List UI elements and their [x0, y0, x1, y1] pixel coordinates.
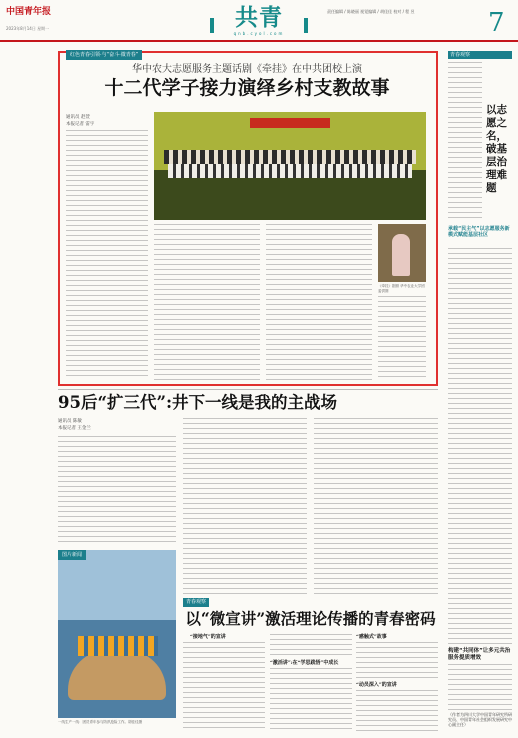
- story3-headline: 以“微宣讲”激活理论传播的青春密码: [185, 609, 436, 628]
- editor-credits: 责任编辑 / 陈晓丽 视觉编辑 / 胡佳佳 校对 / 程 昱: [327, 9, 415, 14]
- story3-col-3: [356, 642, 438, 680]
- photo-workers: [78, 636, 158, 656]
- section-divider: [58, 389, 438, 390]
- page-title-english: qnb.cyol.com: [233, 31, 285, 36]
- story3-col-1: [183, 642, 265, 732]
- feature-body-col-2: [154, 224, 260, 380]
- feature-subtitle: 华中农大志愿服务主题话剧《牵挂》在中共团校上演: [132, 64, 362, 75]
- story2-byline: 通讯员 陈敏 本报记者 王金兰: [58, 419, 91, 431]
- story2-col-2: [183, 418, 307, 594]
- performer-figure: [392, 234, 410, 276]
- top-rule: [0, 40, 518, 42]
- rail-bottom-headline: 构建“共同体”让多元共治服务提质增效: [448, 648, 511, 661]
- rail-author-note: （作者为四川大学中国青年研究所研究员、中国青年社会组织发展研究中心副主任）: [448, 712, 512, 727]
- performer-photo: [378, 224, 426, 282]
- flood-photo-caption: 一线生产一线：团员青年参与防汛抢险工作。胡佳佳摄: [58, 720, 142, 724]
- stage-banner: [250, 118, 330, 128]
- story3-section-2: “激活讲”:在“学思践悟”中成长: [270, 660, 339, 666]
- stage-photo: [154, 112, 426, 220]
- story3-section-3: “感触式”故事: [356, 634, 387, 640]
- story3-section-1: “接地气”的宣讲: [190, 634, 226, 640]
- rail-headline: 以志愿之名，破基层治理难题: [486, 104, 507, 194]
- flood-photo: [58, 550, 176, 718]
- feature-headline: 十二代学子接力演绎乡村支教故事: [104, 77, 390, 99]
- rail-body-bottom: [448, 664, 512, 710]
- dateline: 2023年8月14日 星期一: [6, 26, 50, 31]
- newspaper-logo: 中国青年报: [6, 7, 52, 17]
- story3-col-2-top: [270, 634, 352, 658]
- story3-section-4: “动员深入”的宣讲: [356, 682, 397, 688]
- story2-col-3: [314, 418, 438, 594]
- feature-body-col-1: [66, 130, 148, 380]
- rail-body: [448, 248, 512, 644]
- photo-news-kicker: 图片新闻: [58, 550, 86, 560]
- feature-byline: 通讯员 赵萱 本报记者 雷宇: [66, 115, 95, 127]
- feature-body-col-3: [266, 224, 372, 380]
- story3-col-4: [356, 690, 438, 732]
- feature-kicker: 红色青春引领·与“奋斗·微青春”: [66, 50, 142, 60]
- story3-col-2: [270, 668, 352, 732]
- masthead-decor-right: [304, 18, 308, 33]
- cast-row-front: [168, 164, 412, 178]
- photo-sky: [58, 550, 176, 620]
- rail-body-top: [448, 62, 482, 222]
- page-title: 共青: [235, 4, 283, 31]
- cast-row-back: [164, 150, 416, 164]
- story3-kicker: 青春观察: [183, 598, 209, 607]
- page-number: 7: [488, 8, 505, 38]
- feature-photo-caption: 《牵挂》剧照 华中农业大学团委供图: [378, 284, 425, 293]
- story2-col-1: [58, 436, 176, 544]
- feature-body-col-4: [378, 296, 426, 380]
- rail-kicker: 青春观察: [448, 51, 512, 59]
- rail-subhead: 承载“民主气”以志愿服务新模式赋能基层社区: [448, 226, 510, 238]
- story2-headline: 95后“扩三代”:井下一线是我的主战场: [58, 393, 338, 412]
